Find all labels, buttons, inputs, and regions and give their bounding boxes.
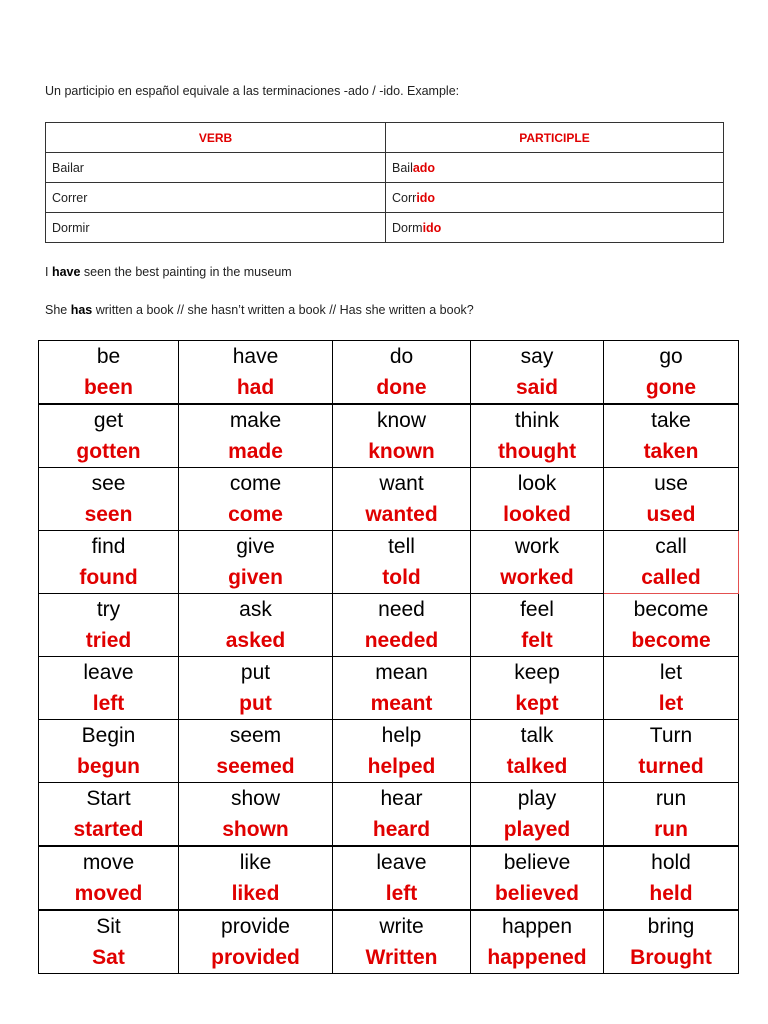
verb-base: put xyxy=(240,661,271,684)
verb-cell xyxy=(471,846,604,910)
verb-cell xyxy=(39,468,179,531)
verb-base: bring xyxy=(647,915,695,938)
verb-cell xyxy=(471,910,604,974)
participle-cell xyxy=(386,213,724,243)
verb-cell: Correr xyxy=(46,183,386,213)
verb-row xyxy=(39,341,739,405)
verb-participle: happened xyxy=(487,946,587,969)
verb-base: come xyxy=(229,472,282,495)
verb-participle: left xyxy=(385,882,418,905)
verb-base: like xyxy=(239,851,272,874)
verb-base: see xyxy=(91,472,126,495)
verb-cell xyxy=(39,846,179,910)
verb-participle: seen xyxy=(84,503,133,526)
verb-participle: known xyxy=(368,440,435,463)
verb-base: think xyxy=(514,409,560,432)
verb-cell xyxy=(333,720,471,783)
participle-stem: Corr xyxy=(392,190,417,205)
verb-base: take xyxy=(651,409,691,432)
verb-cell xyxy=(604,404,739,468)
verb-participle: been xyxy=(83,376,133,399)
verb-participle: wanted xyxy=(365,503,438,526)
verb-cell xyxy=(39,783,179,847)
verb-participle: let xyxy=(658,692,684,715)
verb-participle: done xyxy=(376,376,427,399)
participle-stem: Dorm xyxy=(392,220,423,235)
verb-participle: provided xyxy=(211,946,300,969)
table-header-row xyxy=(46,123,724,153)
verb-base: use xyxy=(654,472,688,495)
verb-participle: Sat xyxy=(92,946,125,969)
verb-base: happen xyxy=(501,915,573,938)
verb-cell xyxy=(179,594,333,657)
verb-base: move xyxy=(82,851,135,874)
verb-row xyxy=(39,404,739,468)
verb-base: provide xyxy=(221,915,290,938)
participle-ending: ado xyxy=(412,160,436,175)
verb-cell xyxy=(471,720,604,783)
verb-participle: shown xyxy=(222,818,289,841)
verb-base: leave xyxy=(376,851,427,874)
verb-participle: found xyxy=(79,566,138,589)
verb-base: Turn xyxy=(649,724,693,747)
verb-base: write xyxy=(379,915,424,938)
verb-cell xyxy=(179,657,333,720)
verb-base: be xyxy=(96,345,121,368)
verb-cell xyxy=(179,846,333,910)
verb-cell xyxy=(333,846,471,910)
verb-row xyxy=(39,468,739,531)
verb-participle: made xyxy=(228,440,283,463)
verb-base: find xyxy=(91,535,126,558)
verb-participle: tried xyxy=(85,629,132,652)
verb-cell xyxy=(333,657,471,720)
verb-base: mean xyxy=(375,661,428,684)
verb-base: have xyxy=(232,345,279,368)
example-bold: has xyxy=(70,303,93,317)
verb-base: keep xyxy=(514,661,560,684)
verb-participle: kept xyxy=(515,692,559,715)
verb-participle: run xyxy=(654,818,688,841)
verb-cell xyxy=(604,783,739,847)
verb-cell xyxy=(604,531,739,594)
verb-cell xyxy=(179,404,333,468)
verb-base: hold xyxy=(651,851,691,874)
verb-participle: gotten xyxy=(76,440,141,463)
example-table xyxy=(45,122,724,243)
verb-participle: begun xyxy=(77,755,140,778)
verb-participle: needed xyxy=(364,629,439,652)
verb-base: hear xyxy=(380,787,423,810)
participle-ending: ido xyxy=(422,220,442,235)
verb-row xyxy=(39,594,739,657)
verb-cell xyxy=(39,341,179,405)
verb-cell xyxy=(471,594,604,657)
verb-base: Start xyxy=(86,787,131,810)
verb-base: feel xyxy=(520,598,554,621)
verb-base: become xyxy=(633,598,709,621)
verb-cell xyxy=(179,531,333,594)
verb-participle: moved xyxy=(74,882,143,905)
verb-base: try xyxy=(96,598,121,621)
verb-cell xyxy=(179,341,333,405)
verb-participle: taken xyxy=(643,440,699,463)
verb-participle: talked xyxy=(506,755,568,778)
verb-participle: liked xyxy=(231,882,280,905)
verb-participle: thought xyxy=(497,440,577,463)
table-row xyxy=(46,183,724,213)
verb-cell xyxy=(604,846,739,910)
verb-cell xyxy=(39,531,179,594)
verb-base: Begin xyxy=(81,724,136,747)
verb-cell xyxy=(604,468,739,531)
intro-text: Un participio en español equivale a las terminaciones -ado / -ido. Example: xyxy=(45,84,460,98)
verb-base: believe xyxy=(503,851,571,874)
verb-participle: Written xyxy=(365,946,438,969)
verb-row xyxy=(39,531,739,594)
verb-cell xyxy=(471,531,604,594)
verb-cell xyxy=(333,531,471,594)
verb-participle: worked xyxy=(500,566,574,589)
verb-cell xyxy=(604,720,739,783)
verb-participle: become xyxy=(631,629,711,652)
verb-cell xyxy=(471,657,604,720)
verb-base: seem xyxy=(229,724,282,747)
verb-cell xyxy=(333,341,471,405)
verb-row xyxy=(39,846,739,910)
verb-participle: seemed xyxy=(216,755,295,778)
verb-base: let xyxy=(659,661,683,684)
verb-base: give xyxy=(236,535,275,558)
verb-participle: felt xyxy=(521,629,553,652)
verb-participle: looked xyxy=(503,503,571,526)
verb-participle: turned xyxy=(638,755,704,778)
verb-base: go xyxy=(659,345,683,368)
verb-participle: left xyxy=(92,692,125,715)
verb-participle-grid xyxy=(38,340,739,974)
verb-base: want xyxy=(379,472,424,495)
participle-cell xyxy=(386,183,724,213)
verb-base: play xyxy=(517,787,557,810)
verb-base: leave xyxy=(83,661,134,684)
verb-cell xyxy=(471,783,604,847)
verb-row xyxy=(39,910,739,974)
example-pre: She xyxy=(45,303,71,317)
verb-participle: called xyxy=(641,566,701,589)
verb-cell: Dormir xyxy=(46,213,386,243)
verb-base: get xyxy=(93,409,124,432)
example-pre: I xyxy=(45,265,52,279)
verb-row xyxy=(39,783,739,847)
verb-participle: asked xyxy=(225,629,286,652)
verb-base: know xyxy=(376,409,427,432)
verb-participle: gone xyxy=(645,376,697,399)
verb-participle: put xyxy=(239,692,272,715)
verb-cell xyxy=(39,720,179,783)
example-post: seen the best painting in the museum xyxy=(80,265,292,279)
verb-cell xyxy=(604,910,739,974)
verb-participle: had xyxy=(236,376,275,399)
participle-cell xyxy=(386,153,724,183)
verb-base: Sit xyxy=(96,915,121,938)
verb-cell xyxy=(39,657,179,720)
verb-base: do xyxy=(389,345,414,368)
table-row xyxy=(46,213,724,243)
verb-base: tell xyxy=(388,535,415,558)
verb-participle: played xyxy=(503,818,571,841)
verb-cell xyxy=(604,657,739,720)
example-sentence-has xyxy=(45,303,474,317)
verb-base: show xyxy=(230,787,281,810)
verb-cell: Bailar xyxy=(46,153,386,183)
verb-cell xyxy=(179,468,333,531)
example-bold: have xyxy=(51,265,81,279)
verb-cell xyxy=(179,783,333,847)
verb-cell xyxy=(604,594,739,657)
verb-base: talk xyxy=(520,724,554,747)
verb-base: work xyxy=(514,535,560,558)
verb-cell xyxy=(333,468,471,531)
verb-participle: meant xyxy=(370,692,433,715)
verb-cell xyxy=(471,404,604,468)
example-post: written a book // she hasn’t written a book // Has she written a book? xyxy=(92,303,474,317)
verb-base: help xyxy=(381,724,422,747)
verb-cell xyxy=(471,468,604,531)
verb-participle: given xyxy=(228,566,283,589)
verb-cell xyxy=(604,341,739,405)
participle-header: PARTICIPLE xyxy=(386,123,724,153)
verb-base: make xyxy=(229,409,282,432)
verb-base: call xyxy=(655,535,687,558)
verb-cell xyxy=(333,910,471,974)
verb-cell xyxy=(39,910,179,974)
verb-base: run xyxy=(655,787,687,810)
verb-participle: started xyxy=(73,818,144,841)
verb-cell xyxy=(39,404,179,468)
verb-row xyxy=(39,720,739,783)
verb-participle: used xyxy=(646,503,696,526)
verb-participle: told xyxy=(382,566,421,589)
verb-participle: held xyxy=(649,882,693,905)
verb-participle: Brought xyxy=(630,946,712,969)
verb-participle: helped xyxy=(367,755,436,778)
verb-cell xyxy=(179,720,333,783)
verb-row xyxy=(39,657,739,720)
participle-ending: ido xyxy=(416,190,436,205)
verb-cell xyxy=(179,910,333,974)
example-sentence-have xyxy=(45,265,292,279)
verb-base: need xyxy=(378,598,425,621)
verb-cell xyxy=(333,594,471,657)
verb-participle: come xyxy=(228,503,283,526)
verb-participle: said xyxy=(515,376,559,399)
verb-cell xyxy=(333,783,471,847)
verb-cell xyxy=(39,594,179,657)
verb-cell xyxy=(333,404,471,468)
verb-base: say xyxy=(520,345,554,368)
verb-participle: believed xyxy=(494,882,580,905)
verb-base: ask xyxy=(239,598,272,621)
verb-base: look xyxy=(517,472,557,495)
verb-cell xyxy=(471,341,604,405)
verb-header: VERB xyxy=(46,123,386,153)
table-row xyxy=(46,153,724,183)
verb-participle: heard xyxy=(372,818,431,841)
participle-stem: Bail xyxy=(392,160,413,175)
